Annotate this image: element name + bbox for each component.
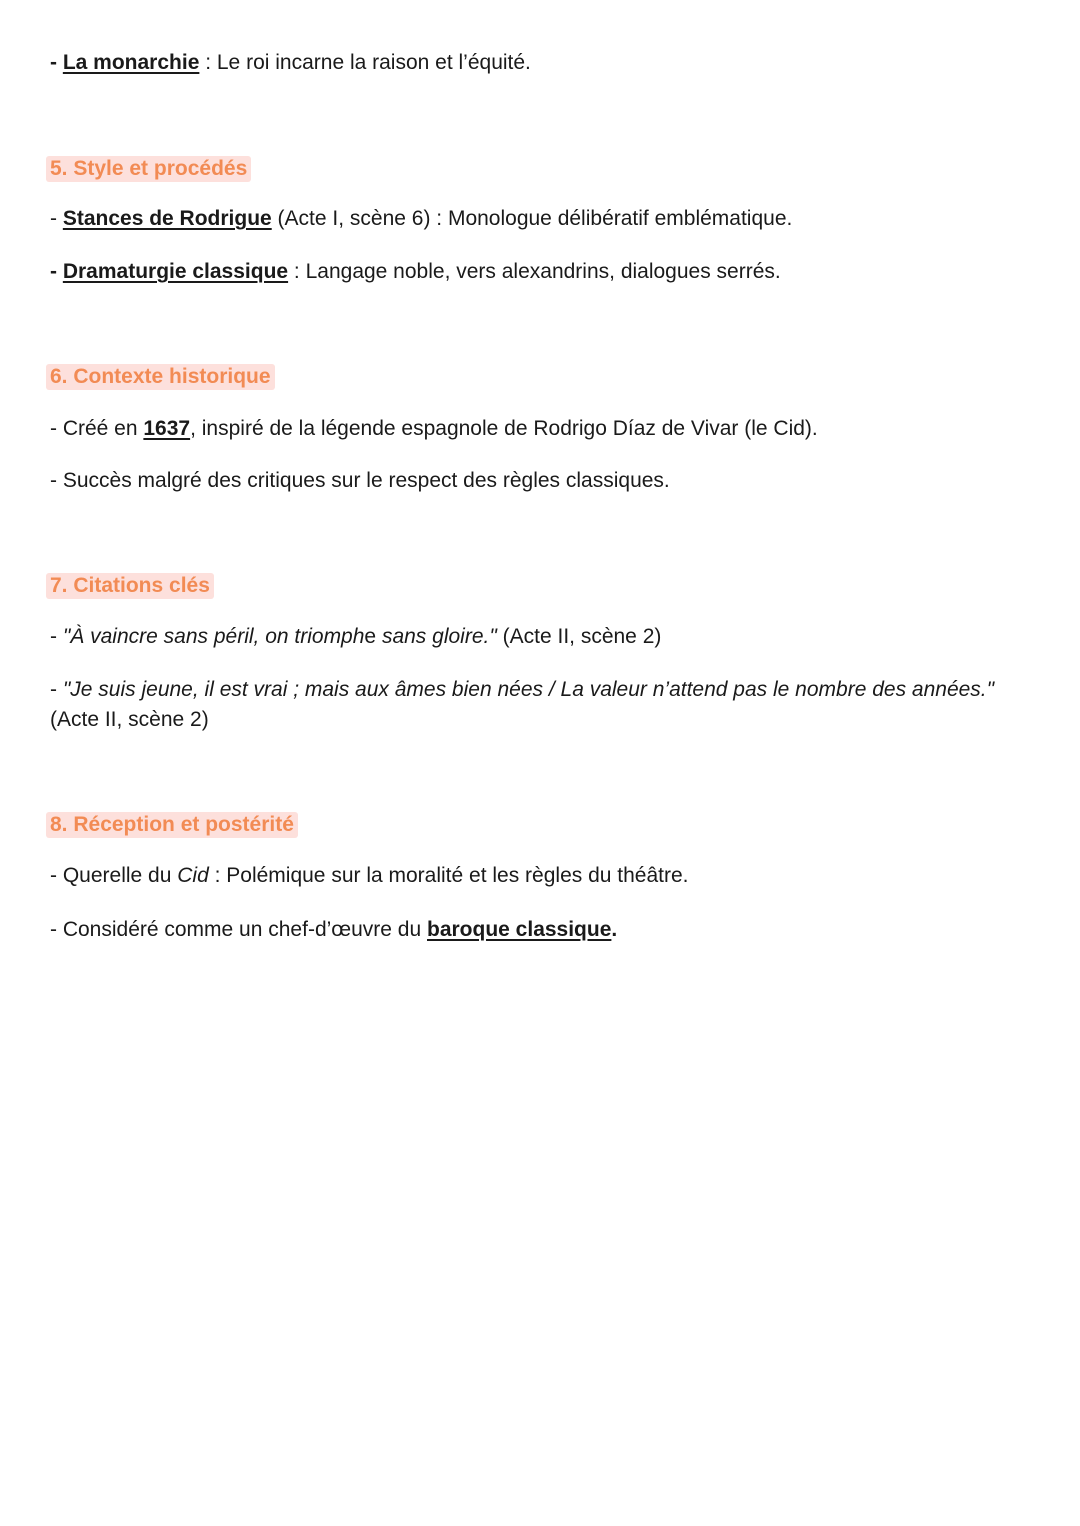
cree-text-before: - Créé en: [50, 417, 144, 440]
considere-text-after: .: [611, 918, 618, 941]
quote-1-text-c: sans gloire.": [376, 625, 497, 648]
section-6-heading: 6. Contexte historique: [46, 364, 275, 390]
quote-2-reference: (Acte II, scène 2): [50, 708, 209, 731]
considere-term: baroque classique: [427, 918, 612, 941]
succes-text: - Succès malgré des critiques sur le respect des règles classiques.: [50, 469, 670, 492]
querelle-text-before: - Querelle du: [50, 864, 178, 887]
stances-text: (Acte I, scène 6) : Monologue délibératif emblématique.: [271, 207, 793, 230]
monarchie-term: La monarchie: [62, 51, 200, 74]
section-5-item-dramaturgie: [50, 257, 781, 287]
querelle-work-title: Cid: [177, 864, 209, 887]
dramaturgie-text: : Langage noble, vers alexandrins, dialogues serrés.: [288, 260, 781, 283]
section-6-item-succes: [50, 466, 670, 496]
querelle-text-after: : Polémique sur la moralité et les règles du théâtre.: [208, 864, 689, 887]
monarchie-dash: -: [50, 51, 63, 74]
section-8-item-querelle: [50, 861, 689, 891]
section-8-item-considere: [50, 915, 617, 945]
dramaturgie-dash: -: [50, 260, 63, 283]
monarchie-line: [50, 48, 531, 78]
stances-dash: -: [50, 207, 63, 230]
quote-1-dash: -: [50, 625, 63, 648]
section-6-item-cree: [50, 414, 818, 444]
cree-text-after: , inspiré de la légende espagnole de Rodrigo Díaz de Vivar (le Cid).: [190, 417, 818, 440]
quote-2-text: "Je suis jeune, il est vrai ; mais aux âmes bien nées / La valeur n’attend pas le nombre des années.": [62, 678, 995, 701]
section-8-heading: 8. Réception et postérité: [46, 812, 298, 838]
stances-term: Stances de Rodrigue: [62, 207, 272, 230]
quote-2-dash: -: [50, 678, 63, 701]
quote-1-text-a: "À vaincre sans péril, on triomph: [62, 625, 365, 648]
section-7-heading: 7. Citations clés: [46, 573, 214, 599]
monarchie-text: : Le roi incarne la raison et l’équité.: [199, 51, 531, 74]
section-7-quote-1: [50, 622, 661, 652]
section-7-quote-2: [50, 675, 1035, 735]
section-5-heading: 5. Style et procédés: [46, 156, 251, 182]
quote-1-text-b: e: [364, 625, 377, 648]
quote-1-reference: (Acte II, scène 2): [496, 625, 662, 648]
cree-year: 1637: [143, 417, 191, 440]
considere-text-before: - Considéré comme un chef-d’œuvre du: [50, 918, 427, 941]
dramaturgie-term: Dramaturgie classique: [62, 260, 289, 283]
section-5-item-stances: [50, 204, 792, 234]
